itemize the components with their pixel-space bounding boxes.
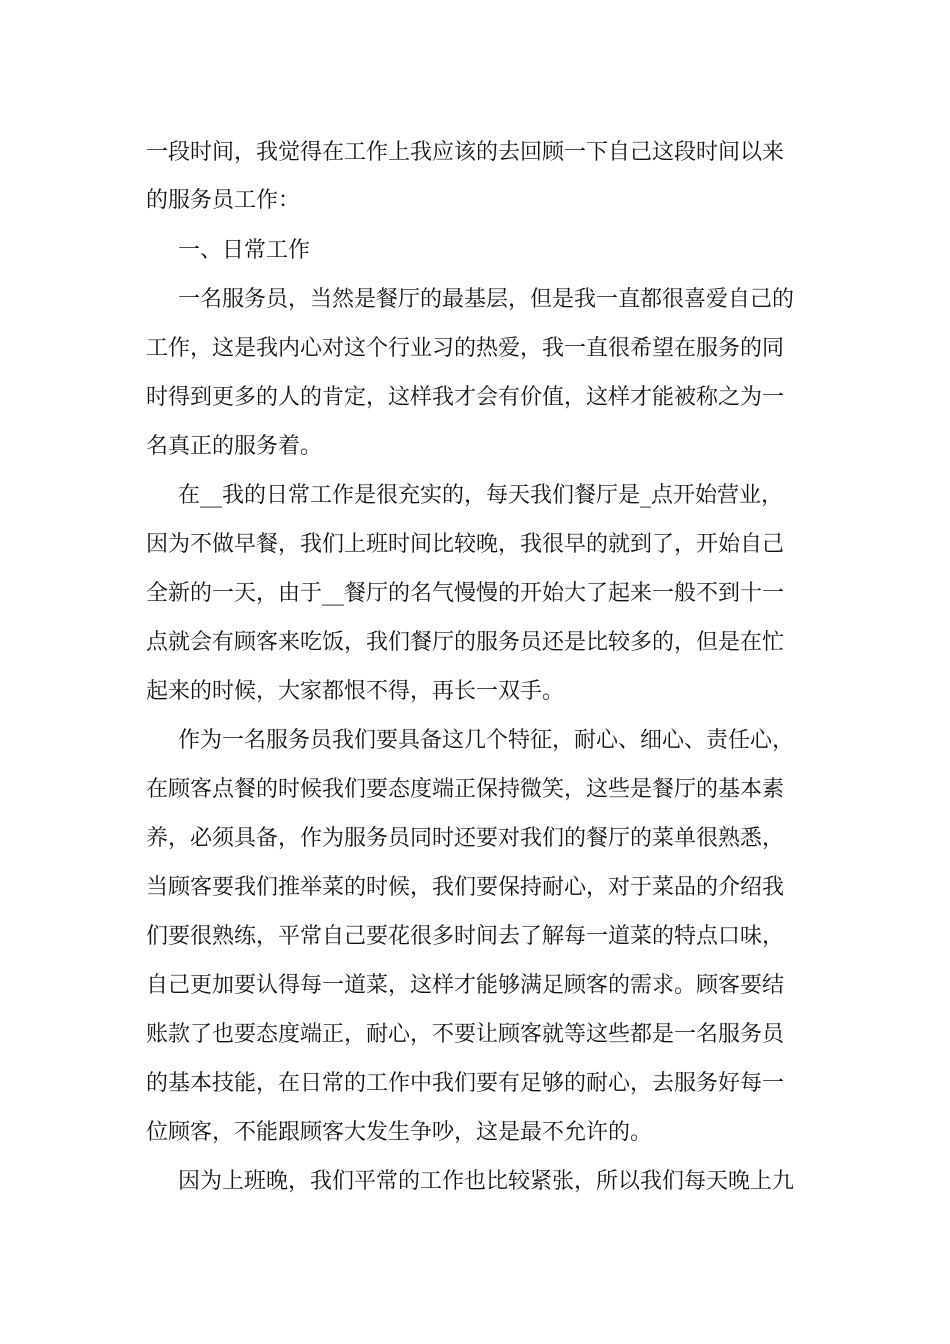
text-line: 的服务员工作： [146, 188, 301, 213]
text-line: 起来的时候，大家都恨不得，再长一双手。 [146, 679, 565, 704]
text-line: 自己更加要认得每一道菜，这样才能够满足顾客的需求。顾客要结 [146, 973, 785, 998]
text-line: 当顾客要我们推举菜的时候，我们要保持耐心，对于菜品的介绍我 [146, 875, 785, 900]
text-line: 在顾客点餐的时候我们要态度端正保持微笑，这些是餐厅的基本素 [146, 777, 785, 802]
text-line: 一名服务员，当然是餐厅的最基层，但是我一直都很喜爱自己的 [178, 287, 795, 312]
text-line: 一段时间，我觉得在工作上我应该的去回顾一下自己这段时间以来 [146, 140, 785, 165]
text-line: 养，必须具备，作为服务员同时还要对我们的餐厅的菜单很熟悉， [146, 826, 785, 851]
text-line: 点就会有顾客来吃饭，我们餐厅的服务员还是比较多的，但是在忙 [146, 630, 785, 655]
text-line: 的基本技能，在日常的工作中我们要有足够的耐心，去服务好每一 [146, 1071, 785, 1096]
text-line: 因为不做早餐，我们上班时间比较晚，我很早的就到了，开始自己 [146, 532, 785, 557]
text-line: 作为一名服务员我们要具备这几个特征，耐心、细心、责任心， [178, 728, 795, 753]
text-line: 时得到更多的人的肯定，这样我才会有价值，这样才能被称之为一 [146, 385, 785, 410]
text-line: 们要很熟练，平常自己要花很多时间去了解每一道菜的特点口味， [146, 924, 785, 949]
text-line: 账款了也要态度端正，耐心，不要让顾客就等这些都是一名服务员 [146, 1022, 785, 1047]
text-line: 名真正的服务着。 [146, 434, 323, 459]
text-line: 工作，这是我内心对这个行业习的热爱，我一直很希望在服务的同 [146, 336, 785, 361]
text-line: 位顾客，不能跟顾客大发生争吵，这是最不允许的。 [146, 1120, 653, 1145]
text-line: 在__我的日常工作是很充实的，每天我们餐厅是_点开始营业， [178, 483, 784, 508]
section-heading: 一、日常工作 [178, 238, 311, 263]
text-line: 全新的一天，由于__餐厅的名气慢慢的开始大了起来一般不到十一 [146, 581, 785, 606]
text-line: 因为上班晚，我们平常的工作也比较紧张，所以我们每天晚上九 [178, 1169, 795, 1194]
